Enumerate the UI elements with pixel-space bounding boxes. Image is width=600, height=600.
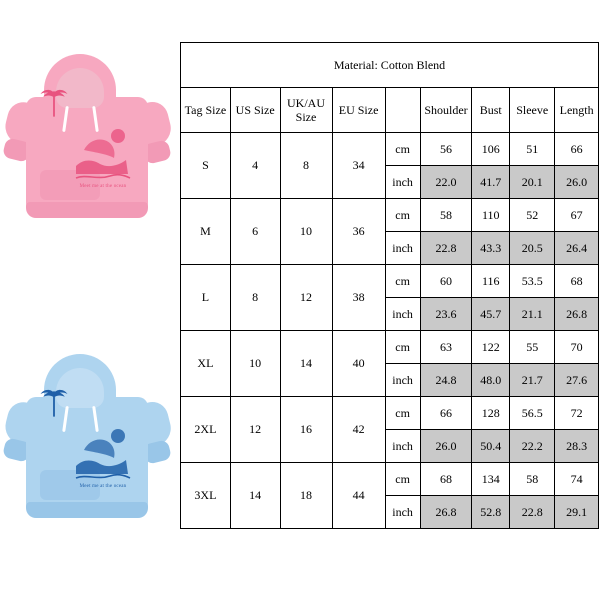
header-unit-blank [385, 88, 420, 133]
cell-uk-size: 8 [280, 133, 332, 199]
cell-tag-size: 2XL [181, 397, 231, 463]
cell-eu-size: 38 [332, 265, 385, 331]
cell-eu-size: 44 [332, 463, 385, 529]
cell-unit-cm: cm [385, 397, 420, 430]
cell-shoulder-cm: 63 [420, 331, 472, 364]
product-image-column [0, 0, 180, 600]
cell-length-inch: 27.6 [555, 364, 599, 397]
cell-unit-inch: inch [385, 496, 420, 529]
cell-shoulder-inch: 26.8 [420, 496, 472, 529]
header-uk-au-size: UK/AU Size [280, 88, 332, 133]
cell-unit-cm: cm [385, 133, 420, 166]
palm-tree-icon [36, 86, 72, 122]
hoodie-hem [26, 502, 148, 518]
cell-sleeve-cm: 51 [510, 133, 555, 166]
blue-hoodie-illustration [8, 342, 173, 557]
cell-unit-cm: cm [385, 331, 420, 364]
header-sleeve: Sleeve [510, 88, 555, 133]
cell-bust-cm: 106 [472, 133, 510, 166]
cell-bust-inch: 45.7 [472, 298, 510, 331]
cell-unit-cm: cm [385, 199, 420, 232]
cell-shoulder-inch: 23.6 [420, 298, 472, 331]
header-shoulder: Shoulder [420, 88, 472, 133]
header-eu-size: EU Size [332, 88, 385, 133]
cell-bust-inch: 41.7 [472, 166, 510, 199]
cell-bust-inch: 52.8 [472, 496, 510, 529]
size-table-area [180, 0, 600, 600]
cell-uk-size: 16 [280, 397, 332, 463]
cell-unit-inch: inch [385, 298, 420, 331]
cell-length-inch: 26.4 [555, 232, 599, 265]
cell-sleeve-inch: 20.1 [510, 166, 555, 199]
cell-us-size: 4 [230, 133, 280, 199]
header-bust: Bust [472, 88, 510, 133]
cell-length-inch: 28.3 [555, 430, 599, 463]
cell-uk-size: 10 [280, 199, 332, 265]
cell-shoulder-inch: 22.0 [420, 166, 472, 199]
cell-us-size: 14 [230, 463, 280, 529]
cell-sleeve-cm: 53.5 [510, 265, 555, 298]
cell-uk-size: 14 [280, 331, 332, 397]
cell-tag-size: 3XL [181, 463, 231, 529]
cell-shoulder-cm: 66 [420, 397, 472, 430]
table-row [181, 397, 599, 430]
cell-length-cm: 72 [555, 397, 599, 430]
cell-shoulder-cm: 58 [420, 199, 472, 232]
cell-unit-cm: cm [385, 463, 420, 496]
cell-sleeve-cm: 52 [510, 199, 555, 232]
table-row [181, 133, 599, 166]
cell-shoulder-cm: 68 [420, 463, 472, 496]
cell-length-cm: 68 [555, 265, 599, 298]
cell-sleeve-cm: 55 [510, 331, 555, 364]
cell-tag-size: M [181, 199, 231, 265]
cell-shoulder-inch: 22.8 [420, 232, 472, 265]
cell-eu-size: 34 [332, 133, 385, 199]
cell-bust-inch: 43.3 [472, 232, 510, 265]
cell-uk-size: 18 [280, 463, 332, 529]
cell-shoulder-inch: 26.0 [420, 430, 472, 463]
cell-length-cm: 74 [555, 463, 599, 496]
cell-length-cm: 70 [555, 331, 599, 364]
cell-length-cm: 66 [555, 133, 599, 166]
header-length: Length [555, 88, 599, 133]
table-row [181, 199, 599, 232]
header-us-size: US Size [230, 88, 280, 133]
cell-tag-size: L [181, 265, 231, 331]
hoodie-hem [26, 202, 148, 218]
cell-bust-inch: 48.0 [472, 364, 510, 397]
beach-graphic-print [70, 420, 136, 486]
header-tag-size: Tag Size [181, 88, 231, 133]
cell-length-inch: 29.1 [555, 496, 599, 529]
size-chart-table [180, 42, 599, 529]
cell-us-size: 8 [230, 265, 280, 331]
cell-sleeve-inch: 22.2 [510, 430, 555, 463]
cell-us-size: 12 [230, 397, 280, 463]
cell-bust-cm: 134 [472, 463, 510, 496]
product-image-blue-hoodie [0, 300, 180, 600]
cell-tag-size: S [181, 133, 231, 199]
cell-unit-inch: inch [385, 166, 420, 199]
cell-sleeve-inch: 20.5 [510, 232, 555, 265]
pink-hoodie-illustration [8, 42, 173, 257]
cell-sleeve-inch: 21.1 [510, 298, 555, 331]
cell-uk-size: 12 [280, 265, 332, 331]
cell-shoulder-inch: 24.8 [420, 364, 472, 397]
cell-shoulder-cm: 56 [420, 133, 472, 166]
cell-bust-cm: 110 [472, 199, 510, 232]
cell-sleeve-cm: 58 [510, 463, 555, 496]
cell-bust-cm: 116 [472, 265, 510, 298]
print-slogan-text: Meet me at the ocean [79, 484, 127, 489]
product-image-pink-hoodie [0, 0, 180, 300]
cell-length-cm: 67 [555, 199, 599, 232]
beach-graphic-print [70, 120, 136, 186]
cell-us-size: 10 [230, 331, 280, 397]
cell-eu-size: 40 [332, 331, 385, 397]
cell-length-inch: 26.8 [555, 298, 599, 331]
cell-shoulder-cm: 60 [420, 265, 472, 298]
palm-tree-icon [36, 386, 72, 422]
table-title: Material: Cotton Blend [181, 43, 599, 88]
table-row [181, 463, 599, 496]
table-row [181, 331, 599, 364]
cell-bust-inch: 50.4 [472, 430, 510, 463]
cell-us-size: 6 [230, 199, 280, 265]
cell-unit-inch: inch [385, 364, 420, 397]
cell-eu-size: 36 [332, 199, 385, 265]
cell-sleeve-inch: 22.8 [510, 496, 555, 529]
cell-eu-size: 42 [332, 397, 385, 463]
cell-sleeve-cm: 56.5 [510, 397, 555, 430]
cell-sleeve-inch: 21.7 [510, 364, 555, 397]
cell-length-inch: 26.0 [555, 166, 599, 199]
cell-tag-size: XL [181, 331, 231, 397]
cell-bust-cm: 122 [472, 331, 510, 364]
table-row [181, 265, 599, 298]
cell-unit-cm: cm [385, 265, 420, 298]
cell-unit-inch: inch [385, 232, 420, 265]
cell-bust-cm: 128 [472, 397, 510, 430]
cell-unit-inch: inch [385, 430, 420, 463]
print-slogan-text: Meet me at the ocean [79, 184, 127, 189]
